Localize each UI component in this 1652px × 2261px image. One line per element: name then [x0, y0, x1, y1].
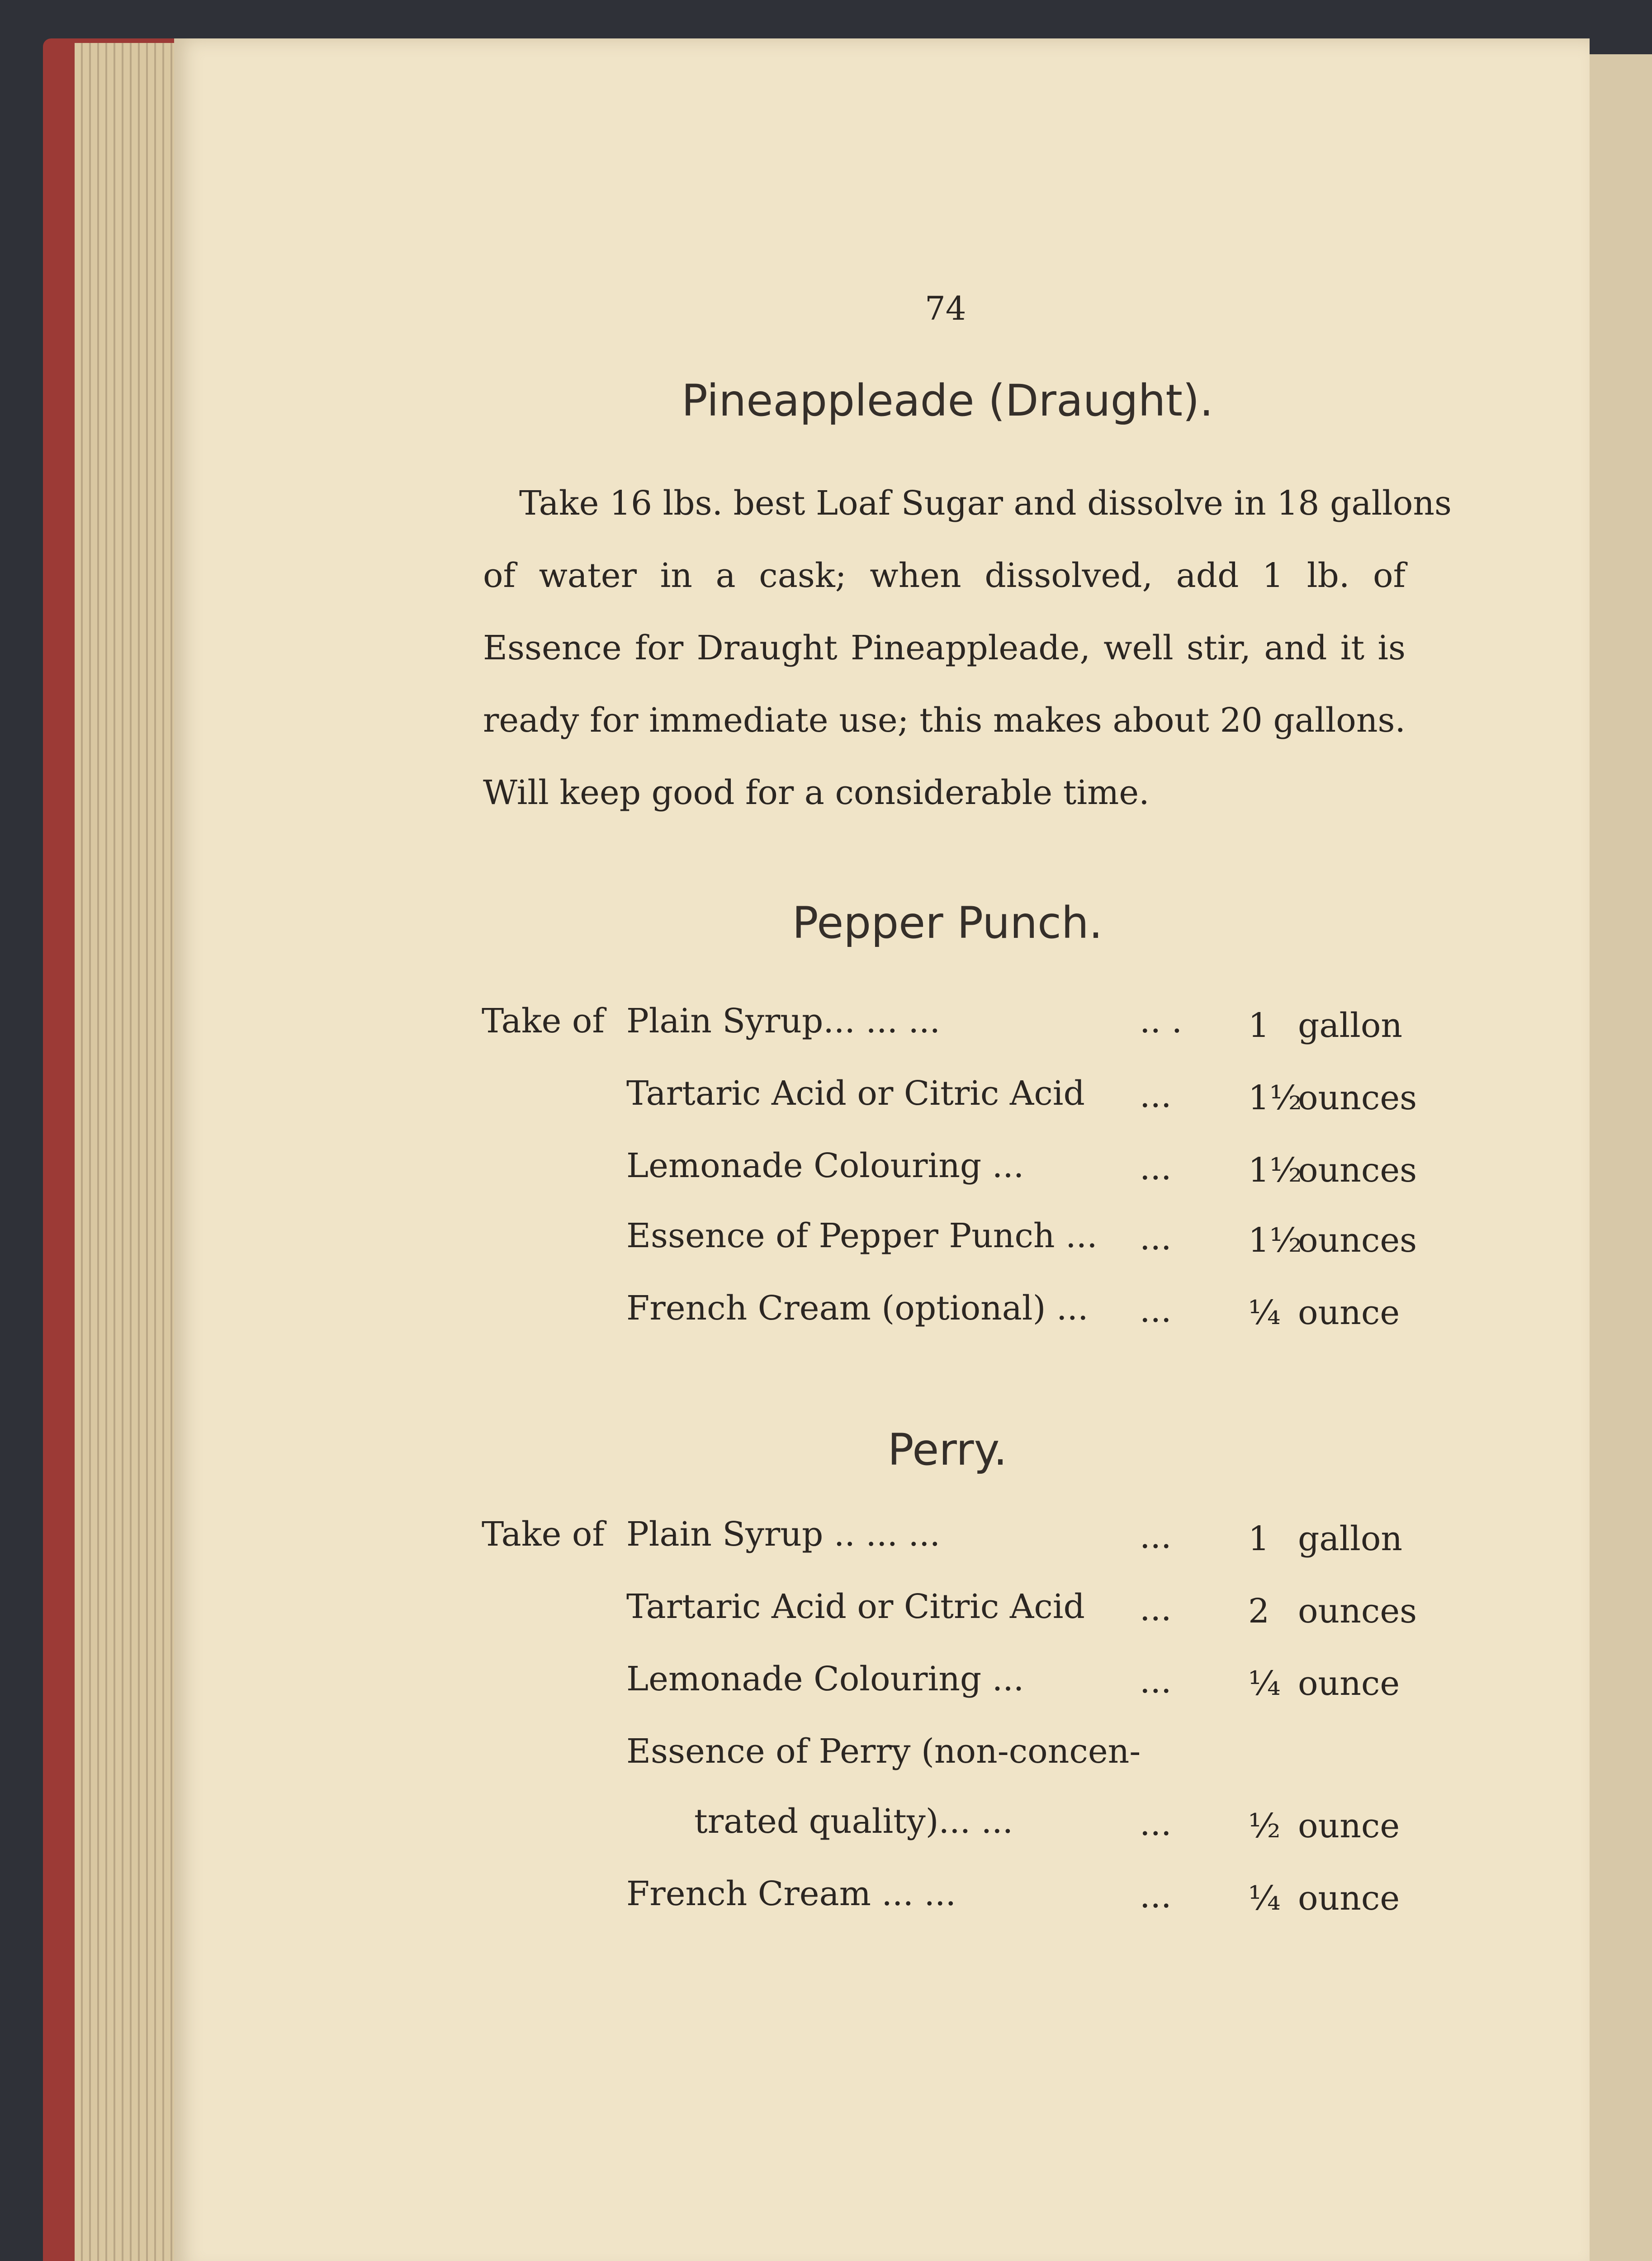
- ingredient-name: Plain Syrup .. ... ...: [626, 1515, 941, 1554]
- paragraph-line: of water in a cask; when dissolved, add 1 lb. of: [483, 556, 1406, 595]
- ingredient-unit: ounce: [1298, 1807, 1400, 1845]
- leader-dots: ...: [1140, 1517, 1172, 1556]
- leader-dots: ...: [1140, 1219, 1172, 1258]
- ingredient-unit: ounces: [1298, 1592, 1417, 1631]
- paragraph-line: Essence for Draught Pineappleade, well stir, and it is: [483, 629, 1406, 667]
- ingredient-unit: ounce: [1298, 1293, 1400, 1332]
- ingredient-unit: ounce: [1298, 1879, 1400, 1918]
- ingredient-amount: 1½: [1248, 1078, 1302, 1117]
- leader-dots: ...: [1140, 1804, 1172, 1843]
- ingredient-unit: ounces: [1298, 1221, 1417, 1260]
- section-title-pepper-punch: Pepper Punch.: [792, 898, 1103, 948]
- ingredient-amount: 1½: [1248, 1221, 1302, 1260]
- take-of-label: Take of: [482, 1515, 605, 1554]
- ingredient-amount: 1: [1248, 1519, 1270, 1558]
- ingredient-name: Plain Syrup... ... ...: [626, 1002, 941, 1041]
- ingredient-name: Lemonade Colouring ...: [626, 1146, 1024, 1185]
- ingredient-amount: ¼: [1248, 1293, 1281, 1332]
- leader-dots: .. .: [1140, 1002, 1183, 1041]
- paragraph-line: ready for immediate use; this makes about 20 gallons.: [483, 701, 1406, 740]
- ingredient-name: Lemonade Colouring ...: [626, 1660, 1024, 1698]
- ingredient-amount: ¼: [1248, 1879, 1281, 1918]
- leader-dots: ...: [1140, 1149, 1172, 1187]
- paragraph-line: Take 16 lbs. best Loaf Sugar and dissolve in 18 gallons: [519, 484, 1452, 523]
- section-title-perry: Perry.: [887, 1424, 1008, 1475]
- ingredient-unit: gallon: [1298, 1006, 1403, 1045]
- ingredient-amount: ½: [1248, 1807, 1281, 1845]
- paragraph-line: Will keep good for a considerable time.: [483, 773, 1150, 812]
- ingredient-amount: 2: [1248, 1592, 1270, 1631]
- ingredient-unit: ounce: [1298, 1664, 1400, 1703]
- leader-dots: ...: [1140, 1662, 1172, 1701]
- ingredient-name: trated quality)... ...: [694, 1802, 1013, 1841]
- leader-dots: ...: [1140, 1877, 1172, 1916]
- page-number: 74: [925, 289, 966, 327]
- ingredient-amount: 1½: [1248, 1151, 1302, 1190]
- ingredient-unit: ounces: [1298, 1078, 1417, 1117]
- leader-dots: ...: [1140, 1589, 1172, 1628]
- ingredient-amount: ¼: [1248, 1664, 1281, 1703]
- ingredient-name: Essence of Perry (non-concen-: [626, 1732, 1141, 1771]
- section-title-pineappleade: Pineappleade (Draught).: [681, 375, 1214, 426]
- ingredient-unit: ounces: [1298, 1151, 1417, 1190]
- take-of-label: Take of: [482, 1002, 605, 1041]
- ingredient-name: Essence of Pepper Punch ...: [626, 1216, 1098, 1255]
- ingredient-name: French Cream (optional) ...: [626, 1289, 1089, 1328]
- ingredient-name: Tartaric Acid or Citric Acid: [626, 1074, 1085, 1113]
- ingredient-amount: 1: [1248, 1006, 1270, 1045]
- ingredient-name: French Cream ... ...: [626, 1874, 956, 1913]
- ingredient-name: Tartaric Acid or Citric Acid: [626, 1587, 1085, 1626]
- ingredient-unit: gallon: [1298, 1519, 1403, 1558]
- leader-dots: ...: [1140, 1291, 1172, 1330]
- leader-dots: ...: [1140, 1076, 1172, 1115]
